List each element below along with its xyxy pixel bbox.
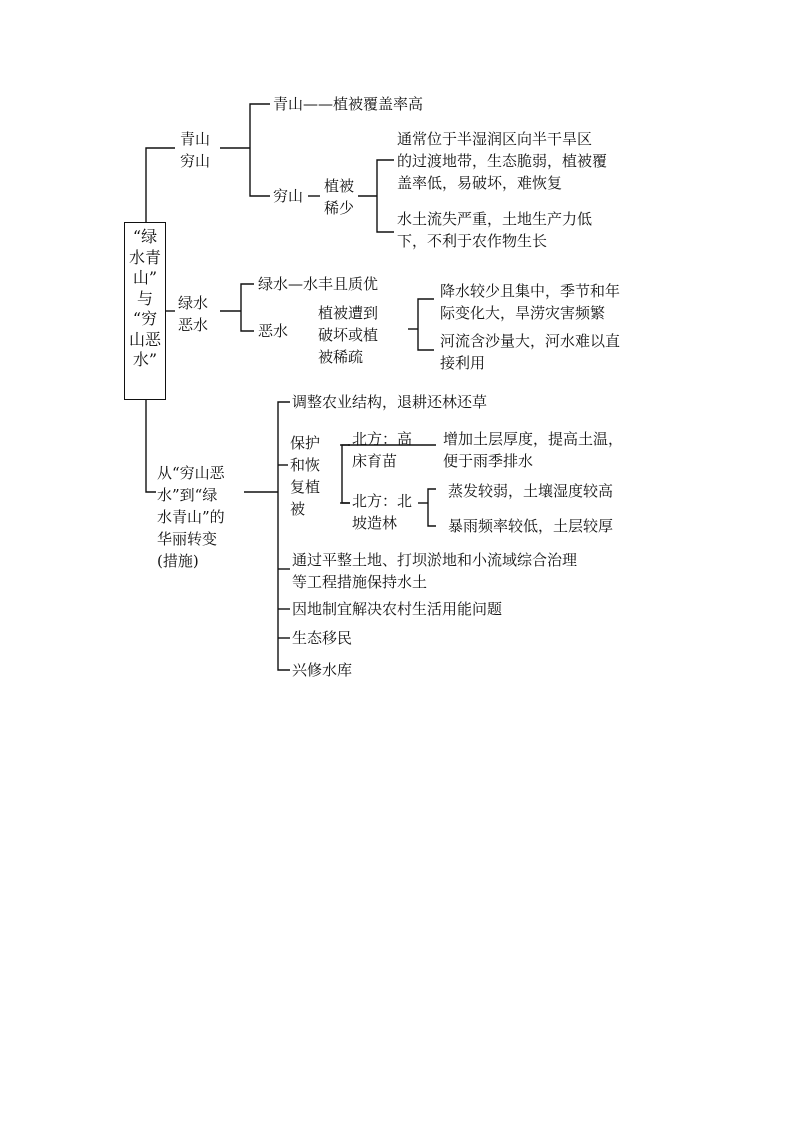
eshui-label: 恶水 bbox=[258, 322, 289, 340]
north-high-bed-detail: 增加土层厚度，提高土温， 便于雨季排水 bbox=[443, 430, 624, 470]
root-line: “绿 bbox=[132, 227, 158, 246]
lvshui-definition: 绿水—水丰且质优 bbox=[258, 275, 379, 293]
qiongshan-label: 穷山 bbox=[273, 187, 304, 205]
transformation-label: 从“穷山恶 水”到“绿 水青山”的 华丽转变 (措施) bbox=[157, 464, 225, 570]
north-slope-detail-2: 暴雨频率较低，土层较厚 bbox=[448, 517, 614, 535]
north-slope-detail-1: 蒸发较弱，土壤湿度较高 bbox=[448, 482, 614, 500]
vegetation-damaged-label: 植被遭到 破坏或植 被稀疏 bbox=[318, 304, 379, 366]
root-topic-box bbox=[124, 222, 166, 400]
root-line: 水青 bbox=[128, 247, 161, 267]
qiongshan-detail-2: 水土流失严重，土地生产力低 下，不利于农作物生长 bbox=[397, 210, 593, 250]
root-line: “穷 bbox=[132, 309, 158, 328]
qingshan-definition: 青山——植被覆盖率高 bbox=[273, 95, 424, 113]
measure-build-reservoir: 兴修水库 bbox=[292, 661, 353, 679]
measure-ecological-migration: 生态移民 bbox=[292, 629, 353, 647]
north-high-bed-label: 北方：高 床育苗 bbox=[352, 430, 413, 470]
root-line: 水” bbox=[132, 350, 158, 369]
root-line: 与 bbox=[136, 288, 153, 308]
eshui-detail-2: 河流含沙量大，河水难以直 接利用 bbox=[440, 332, 621, 372]
eshui-detail-1: 降水较少且集中，季节和年 际变化大，旱涝灾害频繁 bbox=[440, 282, 621, 322]
qingshan-qiongshan-label: 青山 穷山 bbox=[180, 130, 211, 170]
measure-adjust-agriculture: 调整农业结构，退耕还林还草 bbox=[292, 393, 488, 411]
eshui-dash bbox=[300, 329, 312, 330]
measure-engineering: 通过平整土地、打坝淤地和小流域综合治理 等工程措施保持水土 bbox=[292, 551, 578, 591]
north-slope-label: 北方：北 坡造林 bbox=[352, 492, 413, 532]
qiongshan-detail-1: 通常位于半湿润区向半干旱区 的过渡地带，生态脆弱，植被覆 盖率低，易破坏，难恢复 bbox=[397, 130, 608, 192]
root-line: 山” bbox=[132, 268, 158, 287]
root-line: 山恶 bbox=[128, 329, 161, 349]
lvshui-eshui-label: 绿水 恶水 bbox=[178, 294, 209, 334]
protect-vegetation-label: 保护 和恢 复植 被 bbox=[290, 434, 321, 518]
vegetation-sparse-label: 植被 稀少 bbox=[324, 177, 355, 217]
measure-rural-energy: 因地制宜解决农村生活用能问题 bbox=[292, 600, 503, 618]
